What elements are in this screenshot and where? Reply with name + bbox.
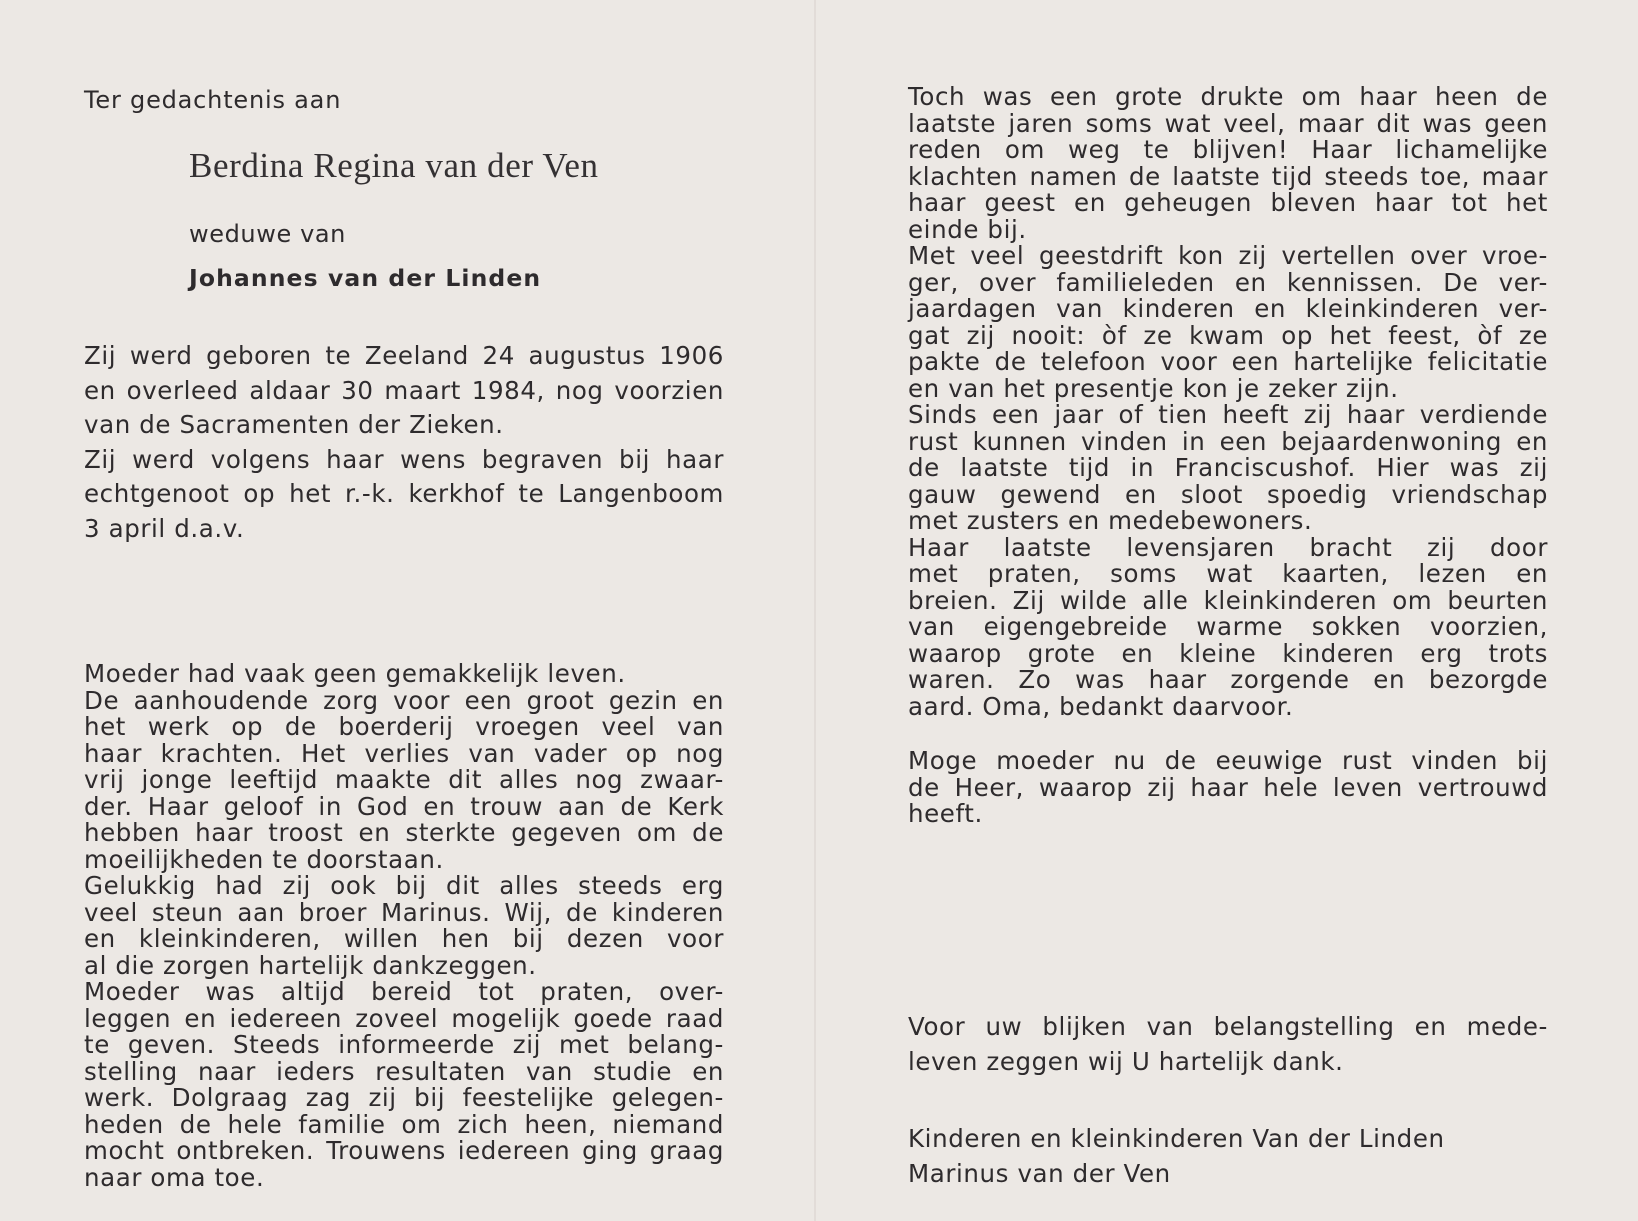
story-line: en van het presentje kon je zeker zijn. [908, 373, 1399, 403]
tribute-line: Moeder had vaak geen gemakkelijk leven. [84, 659, 626, 688]
prayer-line: de Heer, waarop zij haar hele leven vertrouwd [908, 772, 1548, 802]
tribute-line: werk. Dolgraag zag zij bij feestelijke gelegen- [84, 1083, 724, 1112]
widow-label: weduwe van [189, 220, 346, 248]
bio-line: en overleed aldaar 30 maart 1984, nog voorzien [84, 375, 724, 405]
thanks-line: leven zeggen wij U hartelijk dank. [908, 1046, 1344, 1076]
story-line: van eigengebreide warme sokken voorzien, [908, 612, 1548, 641]
story-line: aard. Oma, bedankt daarvoor. [908, 691, 1294, 721]
story-line: pakte de telefoon voor een hartelijke felicitatie [908, 347, 1548, 376]
story-line: laatste jaren soms wat veel, maar dit was geen [908, 108, 1548, 138]
story-line: met praten, soms wat kaarten, lezen en [908, 559, 1548, 588]
tribute-line: naar oma toe. [84, 1162, 265, 1192]
bio-line: Zij werd geboren te Zeeland 24 augustus 1906 [84, 341, 724, 370]
signature-line: Kinderen en kleinkinderen Van der Linden [908, 1124, 1445, 1153]
tribute-line: haar krachten. Het verlies van vader op nog [84, 738, 724, 768]
story-line: gauw gewend en sloot spoedig vriendschap [908, 479, 1548, 509]
intro-heading: Ter gedachtenis aan [84, 86, 342, 114]
prayer-paragraph [908, 748, 1548, 828]
story-line: jaardagen van kinderen en kleinkinderen ver- [908, 294, 1548, 323]
tribute-line: vrij jonge leeftijd maakte dit alles nog zwaar- [84, 765, 724, 794]
bio-paragraph [84, 339, 724, 546]
tribute-line: Gelukkig had zij ook bij dit alles steeds erg [84, 871, 724, 900]
story-line: gat zij nooit: òf ze kwam op het feest, òf ze [908, 320, 1548, 350]
story-line: waarop grote en kleine kinderen erg trots [908, 638, 1548, 668]
story-paragraph [908, 84, 1548, 720]
fold-line [814, 0, 816, 1221]
story-line: waren. Zo was haar zorgende en bezorgde [908, 665, 1548, 694]
tribute-line: moeilijkheden te doorstaan. [84, 844, 444, 874]
signature-block [908, 1122, 1548, 1191]
story-line: breien. Zij wilde alle kleinkinderen om beurten [908, 585, 1548, 615]
bio-line: echtgenoot op het r.-k. kerkhof te Langenboom [84, 479, 724, 508]
story-line: Sinds een jaar of tien heeft zij haar verdiende [908, 400, 1548, 429]
story-line: Haar laatste levensjaren bracht zij door [908, 532, 1548, 562]
tribute-line: der. Haar geloof in God en trouw aan de Kerk [84, 791, 724, 821]
story-line: reden om weg te blijven! Haar lichamelijke [908, 135, 1548, 164]
tribute-line: mocht ontbreken. Trouwens iedereen ging graag [84, 1136, 724, 1165]
tribute-line: De aanhoudende zorg voor een groot gezin en [84, 685, 724, 715]
tribute-paragraph [84, 661, 724, 1191]
tribute-line: hebben haar troost en sterkte gegeven om de [84, 818, 724, 847]
story-line: met zusters en medebewoners. [908, 506, 1313, 535]
tribute-line: het werk op de boerderij vroegen veel van [84, 712, 724, 741]
story-line: Met veel geestdrift kon zij vertellen over vroe- [908, 241, 1548, 270]
bio-line: 3 april d.a.v. [84, 513, 245, 543]
prayer-line: Moge moeder nu de eeuwige rust vinden bij [908, 746, 1548, 775]
tribute-line: leggen en iedereen zoveel mogelijk goede raad [84, 1003, 724, 1033]
prayer-line: heeft. [908, 799, 983, 828]
deceased-name: Berdina Regina van der Ven [189, 146, 599, 185]
story-line: klachten namen de laatste tijd steeds toe, maar [908, 161, 1548, 191]
story-line: Toch was een grote drukte om haar heen de [908, 82, 1548, 111]
tribute-line: veel steun aan broer Marinus. Wij, de kinderen [84, 897, 724, 927]
bio-line: van de Sacramenten der Zieken. [84, 410, 504, 439]
tribute-line: en kleinkinderen, willen hen bij dezen voor [84, 924, 724, 953]
tribute-line: al die zorgen hartelijk dankzeggen. [84, 950, 537, 980]
story-line: rust kunnen vinden in een bejaardenwoning en [908, 426, 1548, 456]
thanks-paragraph [908, 1010, 1548, 1079]
story-line: de laatste tijd in Franciscushof. Hier was zij [908, 453, 1548, 482]
tribute-line: te geven. Steeds informeerde zij met belang- [84, 1030, 724, 1059]
husband-name: Johannes van der Linden [189, 264, 542, 292]
tribute-line: heden de hele familie om zich heen, niemand [84, 1109, 724, 1139]
story-line: einde bij. [908, 214, 1027, 244]
story-line: ger, over familieleden en kennissen. De ver- [908, 267, 1548, 297]
story-line: haar geest en geheugen bleven haar tot het [908, 188, 1548, 217]
tribute-line: stelling naar ieders resultaten van studie en [84, 1056, 724, 1086]
tribute-line: Moeder was altijd bereid tot praten, over- [84, 977, 724, 1006]
bio-line: Zij werd volgens haar wens begraven bij haar [84, 444, 724, 474]
thanks-line: Voor uw blijken van belangstelling en mede- [908, 1012, 1548, 1041]
signature-line: Marinus van der Ven [908, 1158, 1171, 1188]
